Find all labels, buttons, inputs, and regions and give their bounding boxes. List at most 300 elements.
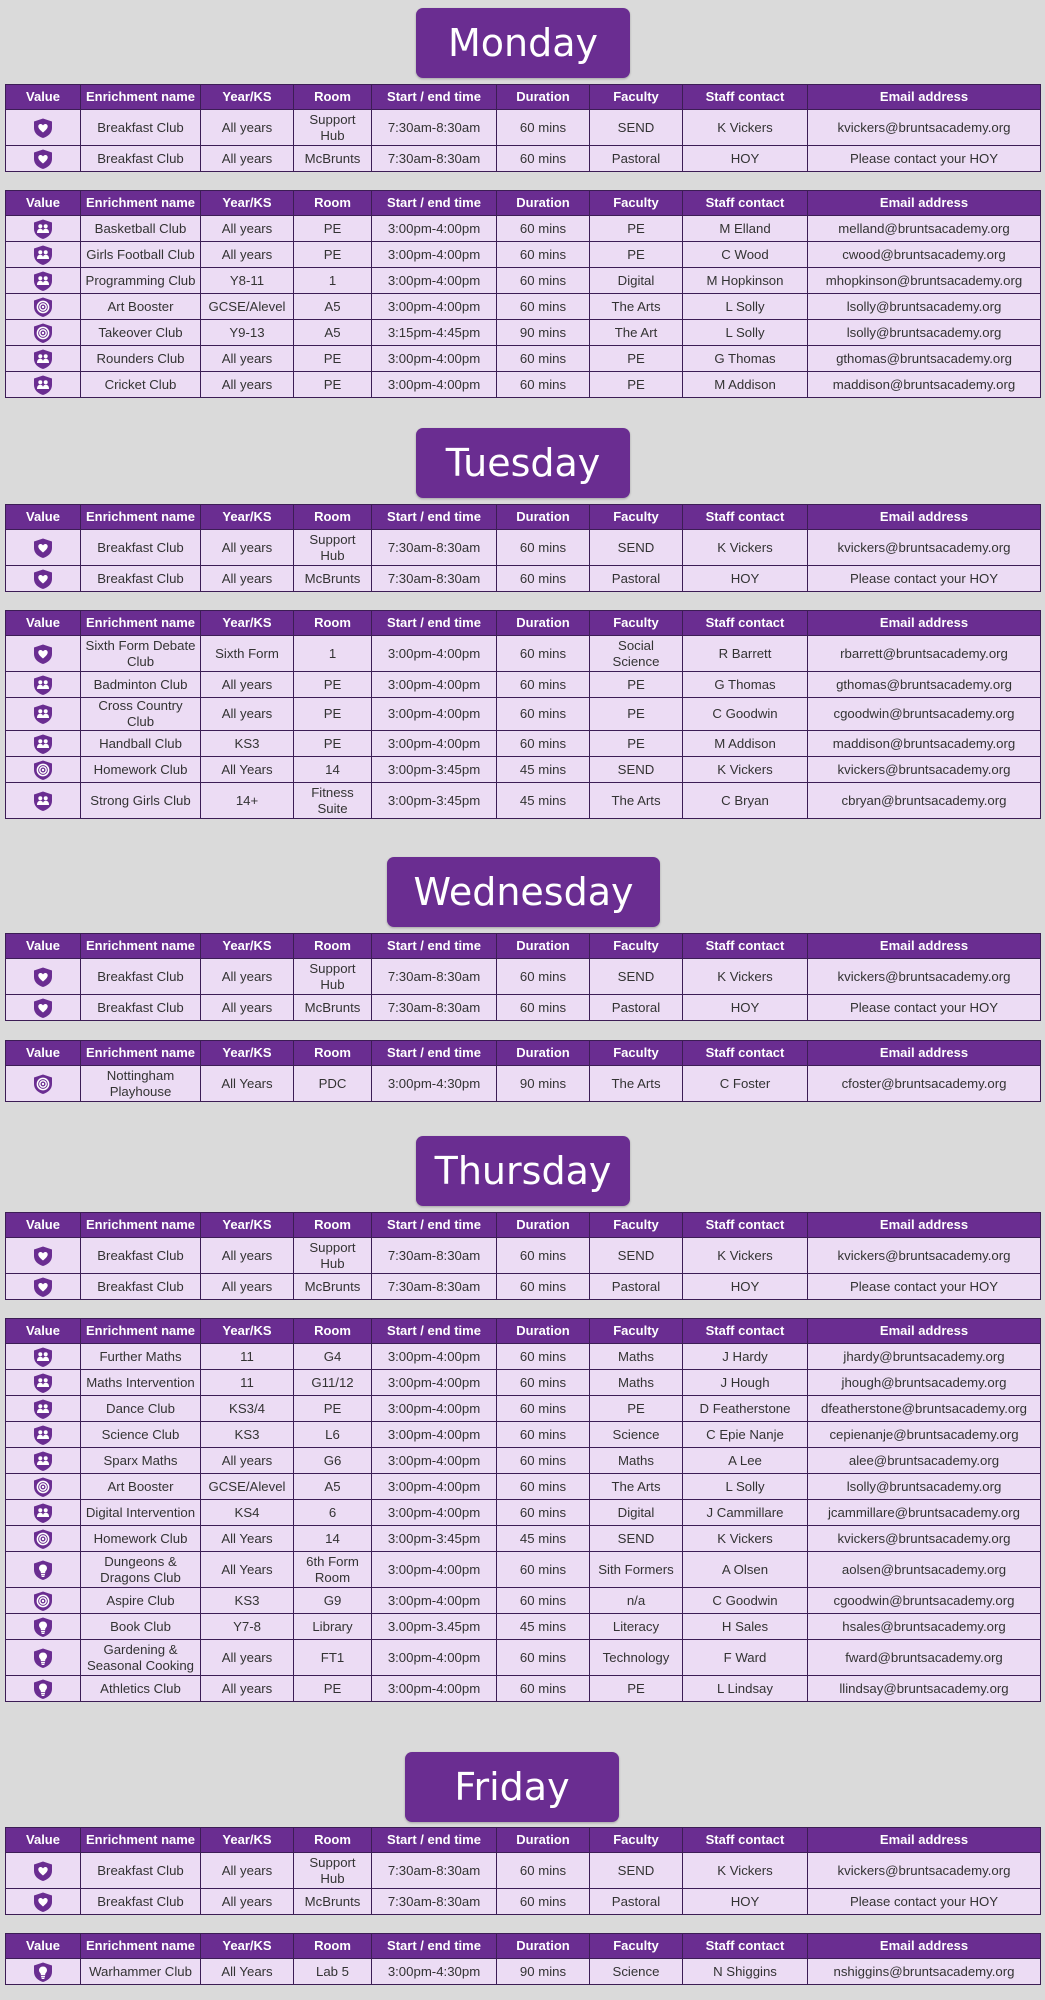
- column-header-room: Room: [294, 85, 372, 110]
- value-cell: [6, 294, 81, 320]
- email-cell[interactable]: cgoodwin@bruntsacademy.org: [808, 698, 1041, 731]
- value-cell: [6, 1614, 81, 1640]
- value-cell: [6, 959, 81, 995]
- year-ks-cell: 14+: [201, 783, 294, 819]
- value-cell: [6, 1370, 81, 1396]
- value-cell: [6, 242, 81, 268]
- column-header-value: Value: [6, 1041, 81, 1066]
- table-row: [6, 995, 1041, 1021]
- shield-people-icon: [32, 270, 54, 292]
- room-cell: 14: [294, 757, 372, 783]
- monday-afterschool-table: [5, 190, 1041, 398]
- table-row: [6, 1640, 1041, 1676]
- value-cell: [6, 1526, 81, 1552]
- enrichment-name-cell: Rounders Club: [81, 346, 201, 372]
- column-header-start-end-time: Start / end time: [372, 1319, 497, 1344]
- staff-contact-cell: M Addison: [683, 372, 808, 398]
- time-cell: 3:00pm-4:00pm: [372, 1640, 497, 1676]
- email-cell[interactable]: Please contact your HOY: [808, 1889, 1041, 1915]
- duration-cell: 45 mins: [497, 1526, 590, 1552]
- column-header-start-end-time: Start / end time: [372, 85, 497, 110]
- staff-contact-cell: HOY: [683, 1274, 808, 1300]
- email-cell[interactable]: melland@bruntsacademy.org: [808, 216, 1041, 242]
- faculty-cell: The Arts: [590, 783, 683, 819]
- enrichment-name-cell: Athletics Club: [81, 1676, 201, 1702]
- shield-heart-icon: [32, 997, 54, 1019]
- value-cell: [6, 1238, 81, 1274]
- enrichment-name-cell: Strong Girls Club: [81, 783, 201, 819]
- duration-cell: 60 mins: [497, 959, 590, 995]
- column-header-value: Value: [6, 1934, 81, 1959]
- email-cell[interactable]: kvickers@bruntsacademy.org: [808, 1853, 1041, 1889]
- email-cell[interactable]: cfoster@bruntsacademy.org: [808, 1066, 1041, 1102]
- enrichment-name-cell: Programming Club: [81, 268, 201, 294]
- column-header-year-ks: Year/KS: [201, 1828, 294, 1853]
- email-cell[interactable]: lsolly@bruntsacademy.org: [808, 1474, 1041, 1500]
- column-header-value: Value: [6, 85, 81, 110]
- time-cell: 7:30am-8:30am: [372, 566, 497, 592]
- column-header-faculty: Faculty: [590, 505, 683, 530]
- year-ks-cell: KS3: [201, 731, 294, 757]
- duration-cell: 60 mins: [497, 530, 590, 566]
- column-header-staff-contact: Staff contact: [683, 85, 808, 110]
- time-cell: 3:00pm-4:00pm: [372, 1448, 497, 1474]
- duration-cell: 60 mins: [497, 672, 590, 698]
- column-header-duration: Duration: [497, 191, 590, 216]
- duration-cell: 60 mins: [497, 1344, 590, 1370]
- staff-contact-cell: K Vickers: [683, 1238, 808, 1274]
- enrichment-name-cell: Dance Club: [81, 1396, 201, 1422]
- faculty-cell: PE: [590, 1676, 683, 1702]
- enrichment-name-cell: Art Booster: [81, 1474, 201, 1500]
- column-header-faculty: Faculty: [590, 1828, 683, 1853]
- duration-cell: 60 mins: [497, 242, 590, 268]
- table-row: [6, 1552, 1041, 1588]
- faculty-cell: Maths: [590, 1448, 683, 1474]
- duration-cell: 60 mins: [497, 1396, 590, 1422]
- value-cell: [6, 1396, 81, 1422]
- time-cell: 3:00pm-4:00pm: [372, 1552, 497, 1588]
- staff-contact-cell: D Featherstone: [683, 1396, 808, 1422]
- duration-cell: 60 mins: [497, 1640, 590, 1676]
- time-cell: 3:00pm-4:30pm: [372, 1066, 497, 1102]
- table-header-row: [6, 1213, 1041, 1238]
- time-cell: 3:00pm-4:00pm: [372, 731, 497, 757]
- shield-bulb-icon: [32, 1678, 54, 1700]
- shield-heart-icon: [32, 148, 54, 170]
- year-ks-cell: All Years: [201, 1959, 294, 1985]
- duration-cell: 60 mins: [497, 1588, 590, 1614]
- table-row: [6, 698, 1041, 731]
- email-cell[interactable]: Please contact your HOY: [808, 566, 1041, 592]
- staff-contact-cell: F Ward: [683, 1640, 808, 1676]
- duration-cell: 60 mins: [497, 1422, 590, 1448]
- staff-contact-cell: M Addison: [683, 731, 808, 757]
- room-cell: PE: [294, 731, 372, 757]
- enrichment-name-cell: Aspire Club: [81, 1588, 201, 1614]
- staff-contact-cell: H Sales: [683, 1614, 808, 1640]
- email-cell[interactable]: kvickers@bruntsacademy.org: [808, 110, 1041, 146]
- faculty-cell: Pastoral: [590, 1889, 683, 1915]
- staff-contact-cell: N Shiggins: [683, 1959, 808, 1985]
- email-cell[interactable]: kvickers@bruntsacademy.org: [808, 1526, 1041, 1552]
- time-cell: 7:30am-8:30am: [372, 1889, 497, 1915]
- staff-contact-cell: J Hough: [683, 1370, 808, 1396]
- year-ks-cell: KS3/4: [201, 1396, 294, 1422]
- time-cell: 3:00pm-3:45pm: [372, 757, 497, 783]
- time-cell: 3:00pm-4:00pm: [372, 1344, 497, 1370]
- room-cell: PE: [294, 698, 372, 731]
- shield-people-icon: [32, 348, 54, 370]
- time-cell: 3:00pm-3:45pm: [372, 1526, 497, 1552]
- column-header-staff-contact: Staff contact: [683, 611, 808, 636]
- time-cell: 3:00pm-4:00pm: [372, 216, 497, 242]
- enrichment-name-cell: Homework Club: [81, 757, 201, 783]
- email-cell[interactable]: kvickers@bruntsacademy.org: [808, 530, 1041, 566]
- email-cell[interactable]: Please contact your HOY: [808, 995, 1041, 1021]
- friday-afterschool-table: [5, 1933, 1041, 1985]
- shield-heart-icon: [32, 1860, 54, 1882]
- faculty-cell: n/a: [590, 1588, 683, 1614]
- faculty-cell: Technology: [590, 1640, 683, 1676]
- faculty-cell: SEND: [590, 959, 683, 995]
- staff-contact-cell: J Hardy: [683, 1344, 808, 1370]
- enrichment-name-cell: Digital Intervention: [81, 1500, 201, 1526]
- enrichment-name-cell: Art Booster: [81, 294, 201, 320]
- year-ks-cell: Y8-11: [201, 268, 294, 294]
- room-cell: A5: [294, 1474, 372, 1500]
- value-cell: [6, 783, 81, 819]
- year-ks-cell: All years: [201, 1448, 294, 1474]
- value-cell: [6, 1274, 81, 1300]
- time-cell: 7:30am-8:30am: [372, 1238, 497, 1274]
- shield-heart-icon: [32, 568, 54, 590]
- enrichment-name-cell: Sparx Maths: [81, 1448, 201, 1474]
- room-cell: Support Hub: [294, 959, 372, 995]
- column-header-duration: Duration: [497, 1828, 590, 1853]
- email-cell[interactable]: Please contact your HOY: [808, 146, 1041, 172]
- room-cell: McBrunts: [294, 146, 372, 172]
- value-cell: [6, 1422, 81, 1448]
- room-cell: McBrunts: [294, 1274, 372, 1300]
- shield-people-icon: [32, 703, 54, 725]
- table-row: [6, 146, 1041, 172]
- email-cell[interactable]: llindsay@bruntsacademy.org: [808, 1676, 1041, 1702]
- room-cell: G4: [294, 1344, 372, 1370]
- faculty-cell: Science: [590, 1422, 683, 1448]
- column-header-room: Room: [294, 191, 372, 216]
- email-cell[interactable]: lsolly@bruntsacademy.org: [808, 320, 1041, 346]
- shield-target-icon: [32, 1528, 54, 1550]
- email-cell[interactable]: jcammillare@bruntsacademy.org: [808, 1500, 1041, 1526]
- value-cell: [6, 268, 81, 294]
- table-row: [6, 1614, 1041, 1640]
- staff-contact-cell: K Vickers: [683, 757, 808, 783]
- year-ks-cell: All years: [201, 995, 294, 1021]
- year-ks-cell: All years: [201, 1676, 294, 1702]
- table-row: [6, 959, 1041, 995]
- shield-heart-icon: [32, 643, 54, 665]
- column-header-email-address: Email address: [808, 1319, 1041, 1344]
- room-cell: Lab 5: [294, 1959, 372, 1985]
- staff-contact-cell: HOY: [683, 566, 808, 592]
- table-row: [6, 294, 1041, 320]
- enrichment-name-cell: Cross Country Club: [81, 698, 201, 731]
- room-cell: A5: [294, 294, 372, 320]
- staff-contact-cell: K Vickers: [683, 530, 808, 566]
- year-ks-cell: GCSE/Alevel: [201, 294, 294, 320]
- enrichment-name-cell: Cricket Club: [81, 372, 201, 398]
- email-cell[interactable]: kvickers@bruntsacademy.org: [808, 1238, 1041, 1274]
- column-header-email-address: Email address: [808, 934, 1041, 959]
- faculty-cell: Pastoral: [590, 1274, 683, 1300]
- email-cell[interactable]: fward@bruntsacademy.org: [808, 1640, 1041, 1676]
- table-row: [6, 1370, 1041, 1396]
- time-cell: 3:00pm-4:00pm: [372, 294, 497, 320]
- email-cell[interactable]: dfeatherstone@bruntsacademy.org: [808, 1396, 1041, 1422]
- value-cell: [6, 146, 81, 172]
- staff-contact-cell: HOY: [683, 1889, 808, 1915]
- table-row: [6, 1238, 1041, 1274]
- staff-contact-cell: L Solly: [683, 294, 808, 320]
- room-cell: PE: [294, 242, 372, 268]
- faculty-cell: SEND: [590, 757, 683, 783]
- year-ks-cell: All years: [201, 1853, 294, 1889]
- staff-contact-cell: K Vickers: [683, 1526, 808, 1552]
- table-row: [6, 1274, 1041, 1300]
- room-cell: McBrunts: [294, 1889, 372, 1915]
- faculty-cell: The Art: [590, 320, 683, 346]
- room-cell: PDC: [294, 1066, 372, 1102]
- table-row: [6, 731, 1041, 757]
- value-cell: [6, 1344, 81, 1370]
- table-row: [6, 216, 1041, 242]
- year-ks-cell: All years: [201, 672, 294, 698]
- column-header-email-address: Email address: [808, 85, 1041, 110]
- room-cell: 1: [294, 636, 372, 672]
- year-ks-cell: All years: [201, 1238, 294, 1274]
- column-header-room: Room: [294, 1041, 372, 1066]
- thursday-afterschool-table: [5, 1318, 1041, 1702]
- shield-people-icon: [32, 1450, 54, 1472]
- year-ks-cell: All years: [201, 216, 294, 242]
- value-cell: [6, 530, 81, 566]
- time-cell: 3:00pm-4:00pm: [372, 1474, 497, 1500]
- shield-target-icon: [32, 1476, 54, 1498]
- shield-people-icon: [32, 674, 54, 696]
- column-header-year-ks: Year/KS: [201, 191, 294, 216]
- column-header-year-ks: Year/KS: [201, 934, 294, 959]
- wednesday-afterschool-table: [5, 1040, 1041, 1102]
- year-ks-cell: All Years: [201, 1066, 294, 1102]
- column-header-faculty: Faculty: [590, 611, 683, 636]
- year-ks-cell: Sixth Form: [201, 636, 294, 672]
- email-cell[interactable]: rbarrett@bruntsacademy.org: [808, 636, 1041, 672]
- staff-contact-cell: L Solly: [683, 1474, 808, 1500]
- email-cell[interactable]: maddison@bruntsacademy.org: [808, 731, 1041, 757]
- room-cell: Support Hub: [294, 530, 372, 566]
- time-cell: 3.00pm-3.45pm: [372, 1614, 497, 1640]
- shield-target-icon: [32, 1073, 54, 1095]
- email-cell[interactable]: maddison@bruntsacademy.org: [808, 372, 1041, 398]
- value-cell: [6, 1588, 81, 1614]
- column-header-staff-contact: Staff contact: [683, 934, 808, 959]
- column-header-start-end-time: Start / end time: [372, 934, 497, 959]
- table-row: [6, 672, 1041, 698]
- monday-breakfast-table: [5, 84, 1041, 172]
- day-title-tuesday: Tuesday: [416, 428, 630, 498]
- duration-cell: 60 mins: [497, 1274, 590, 1300]
- email-cell[interactable]: Please contact your HOY: [808, 1274, 1041, 1300]
- column-header-staff-contact: Staff contact: [683, 1934, 808, 1959]
- time-cell: 3:00pm-4:00pm: [372, 1676, 497, 1702]
- email-cell[interactable]: kvickers@bruntsacademy.org: [808, 959, 1041, 995]
- enrichment-name-cell: Warhammer Club: [81, 1959, 201, 1985]
- duration-cell: 60 mins: [497, 346, 590, 372]
- table-row: [6, 1448, 1041, 1474]
- shield-people-icon: [32, 1398, 54, 1420]
- shield-target-icon: [32, 1590, 54, 1612]
- enrichment-name-cell: Breakfast Club: [81, 1238, 201, 1274]
- column-header-value: Value: [6, 611, 81, 636]
- shield-people-icon: [32, 790, 54, 812]
- duration-cell: 60 mins: [497, 1500, 590, 1526]
- email-cell[interactable]: alee@bruntsacademy.org: [808, 1448, 1041, 1474]
- room-cell: PE: [294, 1396, 372, 1422]
- column-header-room: Room: [294, 934, 372, 959]
- faculty-cell: Maths: [590, 1370, 683, 1396]
- duration-cell: 60 mins: [497, 1853, 590, 1889]
- shield-people-icon: [32, 733, 54, 755]
- staff-contact-cell: HOY: [683, 146, 808, 172]
- staff-contact-cell: C Wood: [683, 242, 808, 268]
- table-header-row: [6, 1934, 1041, 1959]
- time-cell: 3:00pm-4:00pm: [372, 372, 497, 398]
- year-ks-cell: All years: [201, 242, 294, 268]
- table-header-row: [6, 1041, 1041, 1066]
- value-cell: [6, 320, 81, 346]
- column-header-value: Value: [6, 505, 81, 530]
- enrichment-name-cell: Breakfast Club: [81, 959, 201, 995]
- table-header-row: [6, 934, 1041, 959]
- enrichment-name-cell: Dungeons & Dragons Club: [81, 1552, 201, 1588]
- column-header-duration: Duration: [497, 1041, 590, 1066]
- room-cell: A5: [294, 320, 372, 346]
- table-row: [6, 320, 1041, 346]
- duration-cell: 60 mins: [497, 995, 590, 1021]
- table-row: [6, 757, 1041, 783]
- value-cell: [6, 757, 81, 783]
- table-row: [6, 530, 1041, 566]
- email-cell[interactable]: mhopkinson@bruntsacademy.org: [808, 268, 1041, 294]
- column-header-value: Value: [6, 191, 81, 216]
- year-ks-cell: KS3: [201, 1588, 294, 1614]
- table-row: [6, 346, 1041, 372]
- email-cell[interactable]: lsolly@bruntsacademy.org: [808, 294, 1041, 320]
- duration-cell: 45 mins: [497, 1614, 590, 1640]
- year-ks-cell: KS4: [201, 1500, 294, 1526]
- faculty-cell: PE: [590, 372, 683, 398]
- column-header-year-ks: Year/KS: [201, 1934, 294, 1959]
- room-cell: Support Hub: [294, 110, 372, 146]
- shield-people-icon: [32, 1346, 54, 1368]
- duration-cell: 60 mins: [497, 1448, 590, 1474]
- column-header-year-ks: Year/KS: [201, 1319, 294, 1344]
- room-cell: 14: [294, 1526, 372, 1552]
- day-title-friday: Friday: [405, 1752, 619, 1822]
- time-cell: 3:00pm-4:00pm: [372, 698, 497, 731]
- year-ks-cell: All years: [201, 146, 294, 172]
- room-cell: PE: [294, 372, 372, 398]
- column-header-enrichment-name: Enrichment name: [81, 85, 201, 110]
- duration-cell: 60 mins: [497, 1676, 590, 1702]
- year-ks-cell: All years: [201, 110, 294, 146]
- table-row: [6, 1526, 1041, 1552]
- time-cell: 3:00pm-4:00pm: [372, 1500, 497, 1526]
- column-header-faculty: Faculty: [590, 1213, 683, 1238]
- room-cell: 6: [294, 1500, 372, 1526]
- email-cell[interactable]: cepienanje@bruntsacademy.org: [808, 1422, 1041, 1448]
- enrichment-name-cell: Breakfast Club: [81, 110, 201, 146]
- year-ks-cell: 11: [201, 1344, 294, 1370]
- email-cell[interactable]: gthomas@bruntsacademy.org: [808, 672, 1041, 698]
- email-cell[interactable]: gthomas@bruntsacademy.org: [808, 346, 1041, 372]
- table-header-row: [6, 1319, 1041, 1344]
- email-cell[interactable]: jhardy@bruntsacademy.org: [808, 1344, 1041, 1370]
- duration-cell: 60 mins: [497, 1552, 590, 1588]
- column-header-email-address: Email address: [808, 1213, 1041, 1238]
- column-header-enrichment-name: Enrichment name: [81, 505, 201, 530]
- enrichment-name-cell: Breakfast Club: [81, 146, 201, 172]
- time-cell: 3:00pm-3:45pm: [372, 783, 497, 819]
- faculty-cell: PE: [590, 346, 683, 372]
- value-cell: [6, 1500, 81, 1526]
- enrichment-name-cell: Book Club: [81, 1614, 201, 1640]
- shield-target-icon: [32, 296, 54, 318]
- duration-cell: 60 mins: [497, 294, 590, 320]
- email-cell[interactable]: cbryan@bruntsacademy.org: [808, 783, 1041, 819]
- duration-cell: 90 mins: [497, 1959, 590, 1985]
- table-row: [6, 566, 1041, 592]
- email-cell[interactable]: jhough@bruntsacademy.org: [808, 1370, 1041, 1396]
- email-cell[interactable]: hsales@bruntsacademy.org: [808, 1614, 1041, 1640]
- email-cell[interactable]: nshiggins@bruntsacademy.org: [808, 1959, 1041, 1985]
- table-row: [6, 1066, 1041, 1102]
- column-header-room: Room: [294, 1319, 372, 1344]
- duration-cell: 60 mins: [497, 566, 590, 592]
- room-cell: McBrunts: [294, 995, 372, 1021]
- email-cell[interactable]: cgoodwin@bruntsacademy.org: [808, 1588, 1041, 1614]
- room-cell: Library: [294, 1614, 372, 1640]
- value-cell: [6, 110, 81, 146]
- column-header-duration: Duration: [497, 505, 590, 530]
- value-cell: [6, 698, 81, 731]
- duration-cell: 60 mins: [497, 372, 590, 398]
- staff-contact-cell: M Elland: [683, 216, 808, 242]
- table-header-row: [6, 505, 1041, 530]
- email-cell[interactable]: aolsen@bruntsacademy.org: [808, 1552, 1041, 1588]
- enrichment-name-cell: Handball Club: [81, 731, 201, 757]
- email-cell[interactable]: kvickers@bruntsacademy.org: [808, 757, 1041, 783]
- staff-contact-cell: C Epie Nanje: [683, 1422, 808, 1448]
- column-header-email-address: Email address: [808, 191, 1041, 216]
- email-cell[interactable]: cwood@bruntsacademy.org: [808, 242, 1041, 268]
- table-row: [6, 783, 1041, 819]
- table-row: [6, 110, 1041, 146]
- column-header-email-address: Email address: [808, 1828, 1041, 1853]
- column-header-enrichment-name: Enrichment name: [81, 1213, 201, 1238]
- column-header-value: Value: [6, 1213, 81, 1238]
